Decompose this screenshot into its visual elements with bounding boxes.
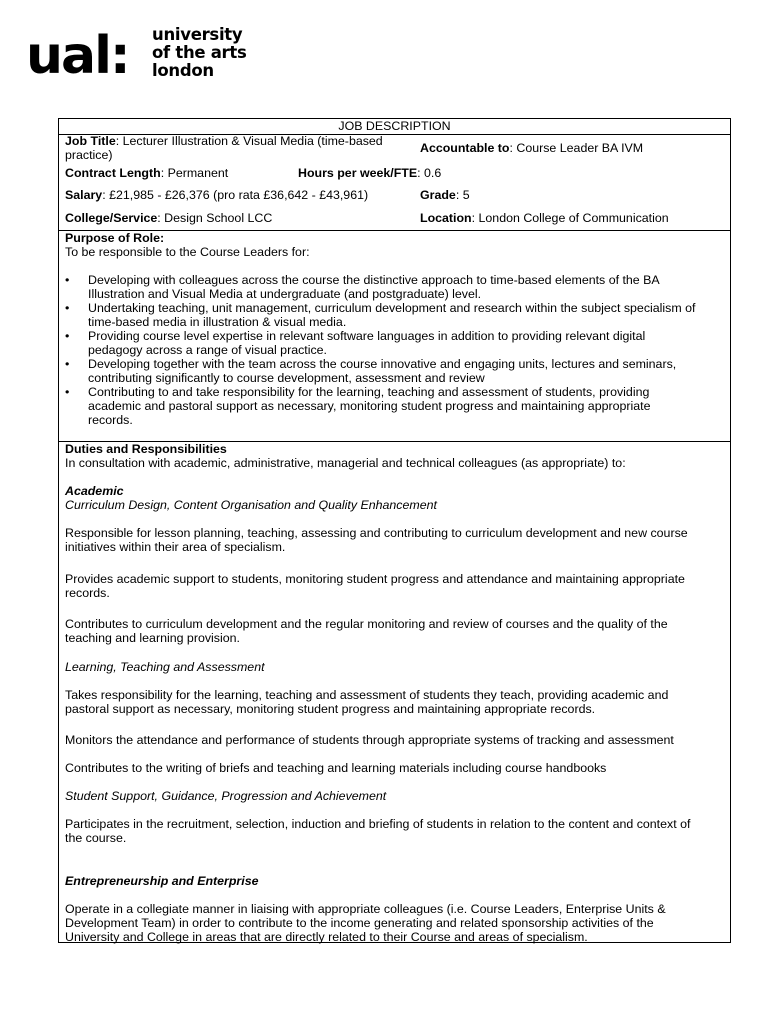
support-heading: Student Support, Guidance, Progression and Achievement: [65, 789, 387, 803]
job-title: [65, 134, 415, 162]
duty-paragraph: Provides academic support to students, monitoring student progress and attendance and maintaining appropriate records.: [65, 572, 685, 600]
bullet-icon: •: [65, 357, 70, 371]
duty-paragraph: Monitors the attendance and performance of students through appropriate systems of tracking and assessment: [65, 733, 674, 747]
academic-heading: Academic: [65, 484, 124, 498]
hours-per-week: [298, 166, 441, 180]
lta-heading: Learning, Teaching and Assessment: [65, 660, 265, 674]
college-label: College/Service: [65, 211, 158, 225]
salary-value: : £21,985 - £26,376 (pro rata £36,642 - £43,961): [102, 188, 369, 202]
duty-paragraph: Responsible for lesson planning, teaching, assessing and contributing to curriculum development and new course initiatives within their area of specialism.: [65, 526, 688, 554]
purpose-heading: Purpose of Role:: [65, 231, 165, 245]
logo-mark: ual:: [26, 26, 129, 86]
accountable-to: [420, 141, 643, 155]
location: [420, 211, 669, 225]
doc-title: JOB DESCRIPTION: [59, 119, 730, 135]
purpose-bullet: • Developing together with the team across the course innovative and engaging units, lectures and seminars, contributing significantly to course development, assessment and review: [65, 357, 677, 385]
contract-label: Contract Length: [65, 166, 161, 180]
grade-label: Grade: [420, 188, 456, 202]
grade: [420, 188, 470, 202]
purpose-intro: To be responsible to the Course Leaders for:: [65, 245, 310, 259]
bullet-icon: •: [65, 301, 70, 315]
job-title-label: Job Title: [65, 134, 116, 148]
logo-line-1: university: [152, 25, 243, 44]
bullet-icon: •: [65, 329, 70, 343]
duties-heading: Duties and Responsibilities: [65, 442, 227, 456]
location-value: : London College of Communication: [471, 211, 669, 225]
college-value: : Design School LCC: [157, 211, 273, 225]
purpose-bullet-list: [65, 273, 724, 427]
curriculum-heading: Curriculum Design, Content Organisation and Quality Enhancement: [65, 498, 437, 512]
duty-paragraph: Contributes to curriculum development and the regular monitoring and review of courses and the quality of the teaching and learning provision.: [65, 617, 668, 645]
header-block: [59, 134, 730, 231]
purpose-bullet: • Developing with colleagues across the course the distinctive approach to time-based elements of the BA Illustration and Visual Media at undergraduate (and postgraduate) level.: [65, 273, 660, 301]
duty-paragraph: Contributes to the writing of briefs and teaching and learning materials including course handbooks: [65, 761, 607, 775]
job-title-value: : Lecturer Illustration & Visual Media (time-based practice): [65, 134, 383, 162]
logo-line-3: london: [152, 61, 214, 80]
hours-value: : 0.6: [417, 166, 442, 180]
grade-value: : 5: [455, 188, 470, 202]
duty-paragraph: Takes responsibility for the learning, teaching and assessment of students they teach, providing academic and pastoral support as necessary, monitoring student progress and maintaining appropriate records.: [65, 688, 669, 716]
purpose-bullet: • Undertaking teaching, unit management, curriculum development and research within the subject specialism of time-based media in illustration & visual media.: [65, 301, 696, 329]
contract-length: [65, 166, 228, 180]
job-description-table: [58, 118, 731, 943]
duty-paragraph: Participates in the recruitment, selection, induction and briefing of students in relation to the content and context of the course.: [65, 817, 691, 845]
purpose-bullet: • Providing course level expertise in relevant software languages in addition to providing relevant digital pedagogy across a range of visual practice.: [65, 329, 646, 357]
salary-label: Salary: [65, 188, 103, 202]
contract-value: : Permanent: [160, 166, 229, 180]
purpose-bullet: • Contributing to and take responsibility for the learning, teaching and assessment of students, providing academic and pastoral support as necessary, monitoring student progress and maintaining appropriate records.: [65, 385, 651, 427]
bullet-icon: •: [65, 385, 70, 399]
duties-intro: In consultation with academic, administrative, managerial and technical colleagues (as appropriate) to:: [65, 456, 626, 470]
duty-paragraph: Operate in a collegiate manner in liaising with appropriate colleagues (i.e. Course Leaders, Enterprise Units & Development Team) in order to contribute to the income generating and related sponsorship activities of the University and College in areas that are directly related to their Course and areas of specialism.: [65, 902, 666, 944]
enterprise-heading: Entrepreneurship and Enterprise: [65, 874, 259, 888]
bullet-icon: •: [65, 273, 70, 287]
hours-label: Hours per week/FTE: [298, 166, 418, 180]
logo-wordmark: [152, 26, 247, 80]
accountable-value: : Course Leader BA IVM: [509, 141, 644, 155]
location-label: Location: [420, 211, 472, 225]
purpose-section: [59, 231, 730, 442]
salary: [65, 188, 368, 202]
accountable-label: Accountable to: [420, 141, 510, 155]
logo-line-2: of the arts: [152, 43, 247, 62]
college-service: [65, 211, 272, 225]
